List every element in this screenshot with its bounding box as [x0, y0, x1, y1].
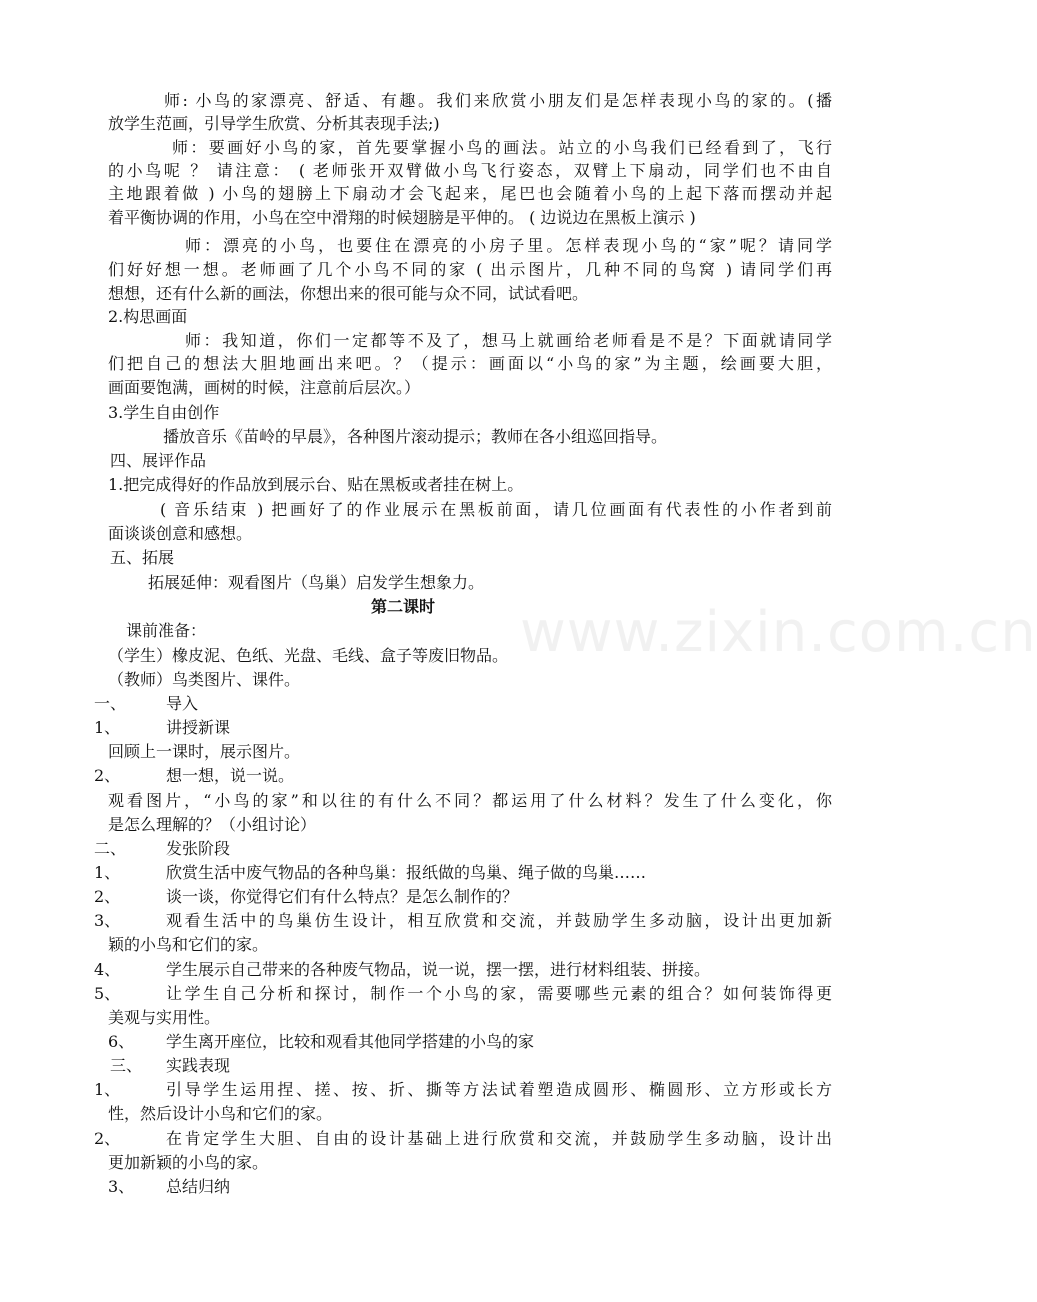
section-heading: 发张阶段	[166, 839, 231, 858]
list-number: 3、	[94, 911, 121, 930]
paragraph-line: 拓展延伸：观看图片（鸟巢）启发学生想象力。	[148, 573, 485, 592]
paragraph-line: 师：要画好小鸟的家，首先要掌握小鸟的画法。站立的小鸟我们已经看到了，飞行	[172, 138, 832, 157]
list-item-text: 谈一谈，你觉得它们有什么特点？是怎么制作的？	[166, 887, 519, 906]
list-item-text: 讲授新课	[166, 718, 231, 737]
paragraph-line: ( 音乐结束 ) 把画好了的作业展示在黑板前面，请几位画面有代表性的小作者到前	[160, 500, 832, 519]
paragraph-line: 观看图片，“小鸟的家”和以往的有什么不同？都运用了什么材料？发生了什么变化，你	[108, 791, 832, 810]
paragraph-line: 画面要饱满，画树的时候，注意前后层次。）	[108, 378, 421, 397]
list-number: 1、	[94, 863, 121, 882]
list-item-text: 让学生自己分析和探讨，制作一个小鸟的家，需要哪些元素的组合？如何装饰得更	[166, 984, 832, 1003]
paragraph-line: 的小鸟呢 ？ 请注意： ( 老师张开双臂做小鸟飞行姿态，双臂上下扇动，同学们也不由自	[108, 161, 832, 180]
list-number: 2、	[94, 766, 121, 785]
paragraph-line: 课前准备：	[126, 621, 207, 640]
watermark: www.zixin.com.cn	[520, 600, 1037, 665]
list-item-text: 学生离开座位，比较和观看其他同学搭建的小鸟的家	[166, 1032, 535, 1051]
paragraph-line: 们好好想一想。老师画了几个小鸟不同的家 ( 出示图片，几种不同的鸟窝 ) 请同学们再	[108, 260, 832, 279]
paragraph-line: 回顾上一课时，展示图片。	[108, 742, 301, 761]
paragraph-line: 主地跟着做 ) 小鸟的翅膀上下扇动才会飞起来，尾巴也会随着小鸟的上起下落而摆动并起	[108, 184, 832, 203]
list-number: 1、	[94, 1080, 121, 1099]
section-heading: 实践表现	[166, 1056, 231, 1075]
paragraph-line: 更加新颖的小鸟的家。	[108, 1153, 269, 1172]
list-item-text: 在肯定学生大胆、自由的设计基础上进行欣赏和交流，并鼓励学生多动脑，设计出	[166, 1129, 832, 1148]
list-item-text: 欣赏生活中废气物品的各种鸟巢：报纸做的鸟巢、绳子做的鸟巢……	[166, 863, 647, 882]
section-heading: 导入	[166, 694, 199, 713]
list-item-text: 想一想，说一说。	[166, 766, 295, 785]
list-number: 1、	[94, 718, 121, 737]
list-item-text: 引导学生运用捏、搓、按、折、撕等方法试着塑造成圆形、椭圆形、立方形或长方	[166, 1080, 832, 1099]
paragraph-line: （学生）橡皮泥、色纸、光盘、毛线、盒子等废旧物品。	[108, 646, 509, 665]
paragraph-line: （教师）鸟类图片、课件。	[108, 670, 301, 689]
list-number: 6、	[108, 1032, 135, 1051]
paragraph-line: 颖的小鸟和它们的家。	[108, 935, 269, 954]
paragraph-line: 播放音乐《苗岭的早晨》，各种图片滚动提示；教师在各小组巡回指导。	[163, 427, 668, 446]
list-item-text: 观看生活中的鸟巢仿生设计，相互欣赏和交流，并鼓励学生多动脑，设计出更加新	[166, 911, 832, 930]
paragraph-line: 1.把完成得好的作品放到展示台、贴在黑板或者挂在树上。	[108, 475, 524, 494]
section-heading: 3.学生自由创作	[108, 403, 220, 422]
list-item-text: 总结归纳	[166, 1177, 231, 1196]
list-number: 三、	[110, 1056, 143, 1075]
paragraph-line: 面谈谈创意和感想。	[108, 524, 253, 543]
list-number: 4、	[94, 960, 121, 979]
paragraph-line: 师：漂亮的小鸟，也要住在漂亮的小房子里。怎样表现小鸟的“家”呢？请同学	[185, 236, 832, 255]
paragraph-line: 是怎么理解的？（小组讨论）	[108, 815, 317, 834]
section-heading: 五、拓展	[110, 548, 175, 567]
paragraph-line: 着平衡协调的作用，小鸟在空中滑翔的时候翅膀是平伸的。 ( 边说边在黑板上演示 )	[108, 208, 696, 227]
lesson-title: 第二课时	[371, 597, 436, 616]
paragraph-line: 放学生范画，引导学生欣赏、分析其表现手法;)	[108, 114, 440, 133]
list-number: 一、	[94, 694, 127, 713]
section-heading: 四、展评作品	[110, 451, 207, 470]
paragraph-line: 想想，还有什么新的画法，你想出来的很可能与众不同，试试看吧。	[108, 284, 589, 303]
list-number: 3、	[108, 1177, 135, 1196]
paragraph-line: 性，然后设计小鸟和它们的家。	[108, 1104, 333, 1123]
list-number: 2、	[94, 887, 121, 906]
list-item-text: 学生展示自己带来的各种废气物品，说一说，摆一摆，进行材料组装、拼接。	[166, 960, 711, 979]
list-number: 2、	[94, 1129, 121, 1148]
paragraph-line: 美观与实用性。	[108, 1008, 221, 1027]
paragraph-line: 师: 小鸟的家漂亮、舒适、有趣。我们来欣赏小朋友们是怎样表现小鸟的家的。(播	[164, 91, 832, 110]
paragraph-line: 师：我知道，你们一定都等不及了，想马上就画给老师看是不是？下面就请同学	[185, 331, 832, 350]
list-number: 二、	[94, 839, 127, 858]
section-heading: 2.构思画面	[108, 307, 188, 326]
list-number: 5、	[94, 984, 121, 1003]
paragraph-line: 们把自己的想法大胆地画出来吧。？（提示：画面以“小鸟的家”为主题，绘画要大胆，	[108, 354, 832, 373]
